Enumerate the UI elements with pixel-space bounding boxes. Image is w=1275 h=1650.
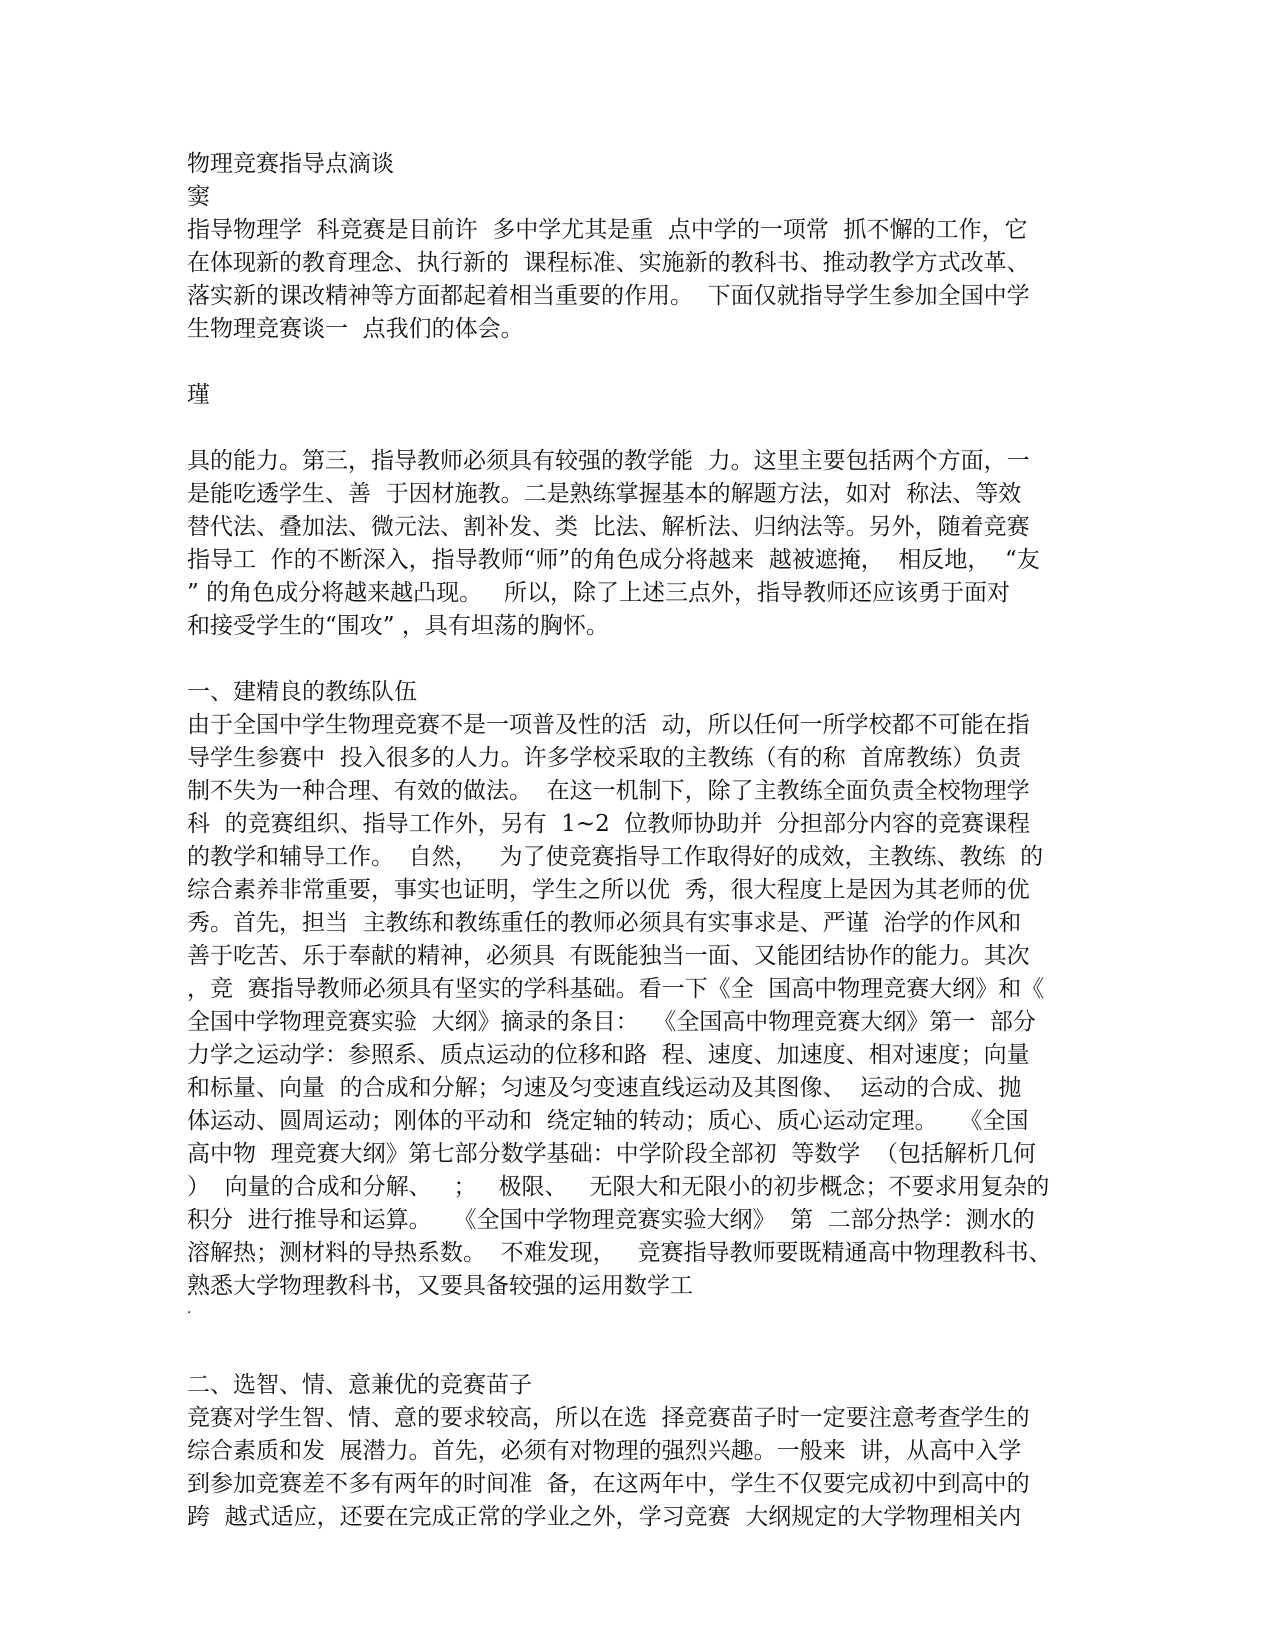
stray-dot: ·: [187, 1305, 192, 1321]
blank-line: [187, 346, 1092, 379]
paragraph-line: 由于全国中学生物理竞赛不是一项普及性的活 动，所以任何一所学校都不可能在指: [187, 712, 1030, 738]
paragraph-line: 到参加竞赛差不多有两年的时间准 备，在这两年中，学生不仅要完成初中到高中的: [187, 1471, 1030, 1497]
document-page: [187, 148, 1092, 1534]
paragraph-line: 的教学和辅导工作。 自然， 为了使竞赛指导工作取得好的成效，主教练、教练 的: [187, 844, 1044, 870]
document-title: 物理竞赛指导点滴谈: [187, 151, 394, 177]
teacher-ability-paragraph: [187, 445, 1092, 643]
paragraph-line: 秀。首先，担当 主教练和教练重任的教师必须具有实事求是、严谨 治学的作风和: [187, 910, 1022, 936]
paragraph-line: 体运动、圆周运动；刚体的平动和 绕定轴的转动；质心、质心运动定理。 《全国: [187, 1108, 1029, 1134]
section-heading-2: 二、选智、情、意兼优的竞赛苗子: [187, 1372, 532, 1398]
paragraph-line: 在体现新的教育理念、执行新的 课程标准、实施新的教科书、推动教学方式改革、: [187, 250, 1030, 276]
paragraph-line: 竞赛对学生智、情、意的要求较高，所以在选 择竞赛苗子时一定要注意考查学生的: [187, 1405, 1030, 1431]
blank-line: [187, 643, 1092, 676]
paragraph-line: 全国中学物理竞赛实验 大纲》摘录的条目： 《全国高中物理竞赛大纲》第一 部分: [187, 1009, 1036, 1035]
paragraph-line: ，竞 赛指导教师必须具有坚实的学科基础。看一下《全 国高中物理竞赛大纲》和《: [187, 976, 1045, 1002]
lone-char: 瑾: [187, 382, 210, 408]
paragraph-line: 和接受学生的“围攻” ，具有坦荡的胸怀。: [187, 613, 609, 639]
paragraph-line: 具的能力。第三，指导教师必须具有较强的教学能 力。这里主要包括两个方面，一: [187, 448, 1030, 474]
paragraph-line: 综合素质和发 展潜力。首先，必须有对物理的强烈兴趣。一般来 讲，从高中入学: [187, 1438, 1022, 1464]
paragraph-line: 生物理竞赛谈一 点我们的体会。: [187, 316, 524, 342]
paragraph-line: ” 的角色成分将越来越凸现。 所以，除了上述三点外，指导教师还应该勇于面对: [187, 580, 1011, 606]
paragraph-line: 落实新的课改精神等方面都起着相当重要的作用。 下面仅就指导学生参加全国中学: [187, 283, 1030, 309]
paragraph-line: 替代法、叠加法、微元法、割补发、类 比法、解析法、归纳法等。另外，随着竞赛: [187, 514, 1030, 540]
paragraph-line: 力学之运动学：参照系、质点运动的位移和路 程、速度、加速度、相对速度；向量: [187, 1042, 1030, 1068]
paragraph-line: ） 向量的合成和分解、 ； 极限、 无限大和无限小的初步概念；不要求用复杂的: [187, 1174, 1050, 1200]
intro-paragraph: [187, 214, 1092, 346]
blank-line: [187, 1336, 1092, 1369]
paragraph-line: 制不失为一种合理、有效的做法。 在这一机制下，除了主教练全面负责全校物理学: [187, 778, 1030, 804]
paragraph-line: 科 的竞赛组织、指导工作外，另有 1~2 位教师协助并 分担部分内容的竞赛课程: [187, 811, 1031, 837]
paragraph-line: 高中物 理竞赛大纲》第七部分数学基础：中学阶段全部初 等数学 （包括解析几何: [187, 1141, 1036, 1167]
paragraph-line: 综合素养非常重要，事实也证明，学生之所以优 秀，很大程度上是因为其老师的优: [187, 877, 1030, 903]
paragraph-line: 善于吃苦、乐于奉献的精神，必须具 有既能独当一面、又能团结协作的能力。其次: [187, 943, 1030, 969]
paragraph-line: 导学生参赛中 投入很多的人力。许多学校采取的主教练（有的称 首席教练）负责: [187, 745, 1022, 771]
paragraph-line: 和标量、向量 的合成和分解；匀速及匀变速直线运动及其图像、 运动的合成、抛: [187, 1075, 1022, 1101]
paragraph-line: 指导工 作的不断深入，指导教师“师”的角色成分将越来 越被遮掩， 相反地， “友: [187, 547, 1040, 573]
paragraph-line: 溶解热；测材料的导热系数。 不难发现， 竞赛指导教师要既精通高中物理教科书、: [187, 1240, 1052, 1266]
blank-line: [187, 412, 1092, 445]
section-heading-1: 一、建精良的教练队伍: [187, 679, 417, 705]
paragraph-line: 跨 越式适应，还要在完成正常的学业之外，学习竞赛 大纲规定的大学物理相关内: [187, 1504, 1022, 1530]
subtitle-char: 窦: [187, 184, 210, 210]
section-2-paragraph: [187, 1402, 1092, 1534]
paragraph-line: 指导物理学 科竞赛是目前许 多中学尤其是重 点中学的一项常 抓不懈的工作，它: [187, 217, 1028, 243]
section-1-paragraph: [187, 709, 1092, 1303]
paragraph-line: 熟悉大学物理教科书，又要具备较强的运用数学工: [187, 1273, 693, 1299]
paragraph-line: 积分 进行推导和运算。 《全国中学物理竞赛实验大纲》 第 二部分热学：测水的: [187, 1207, 1035, 1233]
paragraph-line: 是能吃透学生、善 于因材施教。二是熟练掌握基本的解题方法，如对 称法、等效: [187, 481, 1022, 507]
